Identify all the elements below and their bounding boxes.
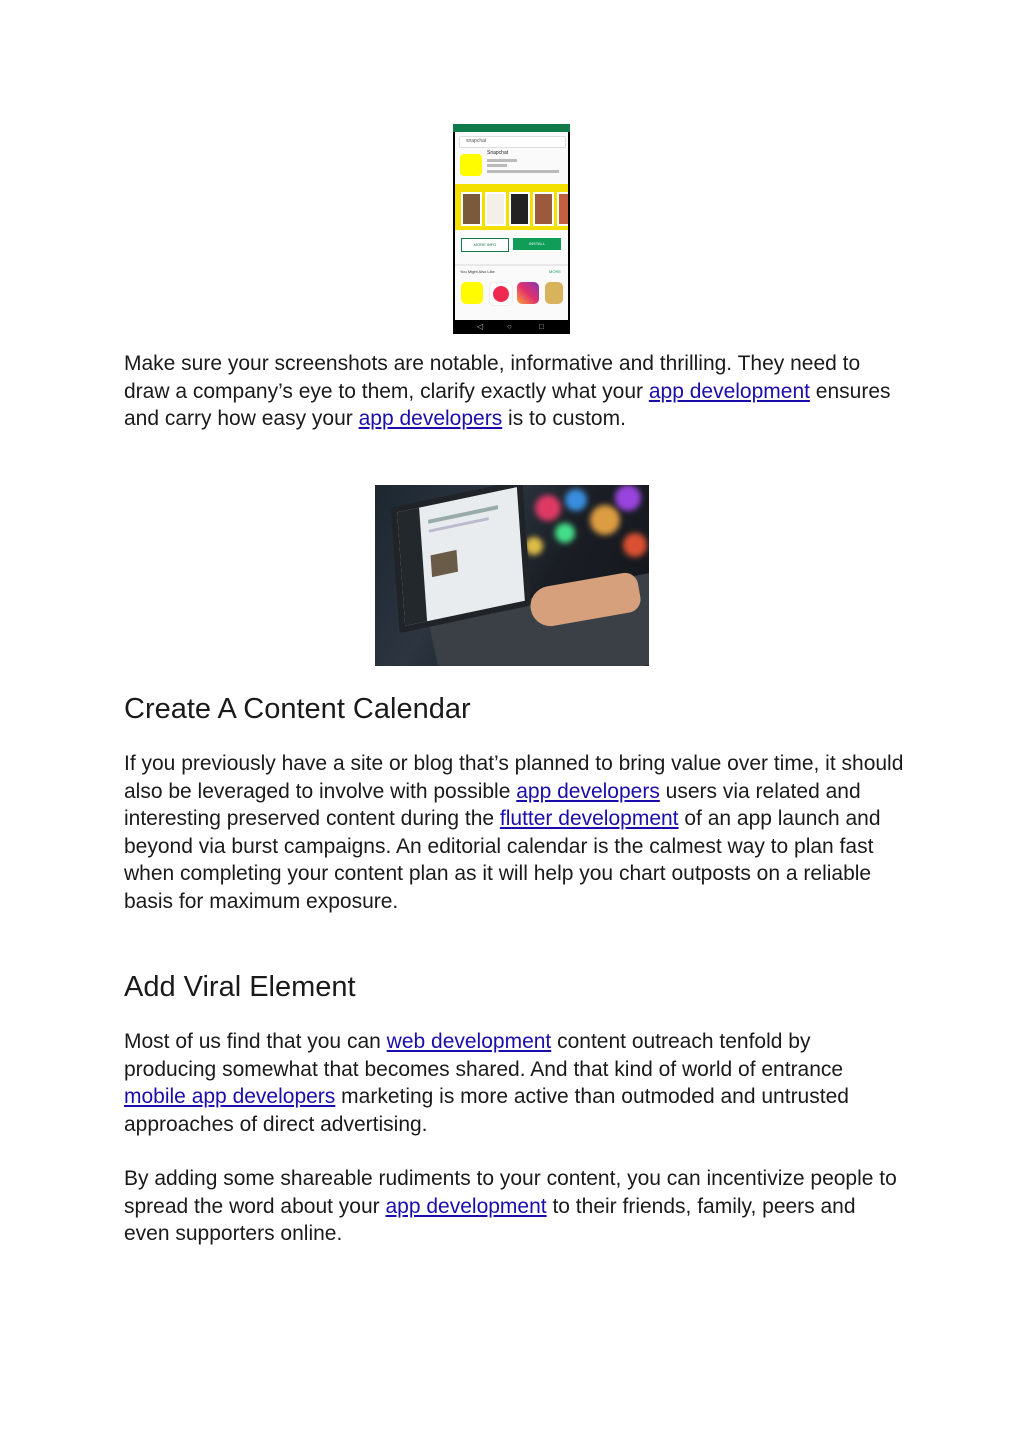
shareable-paragraph [124, 1165, 904, 1248]
content-calendar-heading: Create A Content Calendar [124, 693, 471, 725]
viral-element-heading: Add Viral Element [124, 971, 356, 1003]
viral-element-paragraph [124, 1028, 904, 1138]
section-divider [455, 264, 568, 266]
suggested-app-icon [545, 282, 563, 304]
play-store-screen [455, 132, 568, 320]
suggestion-header: You Might Also Like [460, 269, 495, 274]
app-development-link[interactable]: app development [648, 379, 810, 403]
text-span: users via related and interesting preserved content during the [124, 779, 861, 830]
phone-screenshot-image [453, 124, 570, 334]
app-meta-line [487, 170, 559, 173]
app-screenshot-thumb [557, 192, 568, 226]
text-span: of an app launch and beyond via burst campaigns. An editorial calendar is the calmest way to plan fast when completing your content plan as it will help you chart outposts on a reliable basis for maximum exposure. [124, 807, 881, 913]
laptop-photo [375, 485, 649, 666]
text-span: content outreach tenfold by producing somewhat that becomes shared. And that kind of world of entrance [124, 1030, 844, 1081]
install-button: INSTALL [513, 238, 561, 250]
app-row [459, 150, 564, 178]
home-icon: ○ [507, 322, 512, 331]
app-developers-link[interactable]: app developers [358, 407, 503, 430]
text-span: ensures and carry how easy your [124, 379, 891, 430]
app-development-link[interactable]: app development [385, 1194, 547, 1218]
back-icon: ◁ [477, 322, 484, 331]
bokeh-light [565, 489, 587, 511]
text-span: is to custom. [502, 407, 626, 430]
bokeh-light [590, 505, 620, 535]
snapchat-ghost-icon [460, 154, 482, 176]
intro-paragraph [124, 350, 904, 433]
app-name: Snapchat [487, 150, 509, 156]
text-span: to their friends, family, peers and even supporters online. [124, 1194, 856, 1245]
android-nav-bar [453, 320, 570, 334]
search-text: snapchat [466, 138, 487, 144]
app-screenshot-thumb [509, 192, 530, 226]
app-developers-link[interactable]: app developers [516, 779, 660, 803]
bokeh-light [623, 533, 647, 557]
content-calendar-paragraph [124, 750, 904, 915]
bitmoji-app-icon [461, 282, 483, 304]
flutter-development-link[interactable]: flutter development [499, 807, 679, 830]
bokeh-light [555, 523, 575, 543]
app-meta-line [487, 164, 507, 167]
app-meta-line [487, 159, 517, 162]
app-screenshot-thumb [461, 192, 482, 226]
search-bar [459, 136, 566, 148]
mobile-app-developers-link[interactable]: mobile app developers [124, 1085, 336, 1108]
musically-app-icon [489, 282, 513, 306]
instagram-app-icon [517, 282, 539, 304]
bokeh-light [535, 495, 561, 521]
suggestion-more: MORE [549, 269, 561, 274]
app-screenshot-thumb [533, 192, 554, 226]
text-span: Most of us find that you can [124, 1030, 387, 1053]
text-span: If you previously have a site or blog that’s planned to bring value over time, it should also be leveraged to involve with possible [124, 752, 904, 803]
status-bar [453, 124, 570, 132]
text-span: By adding some shareable rudiments to your content, you can incentivize people to spread the word about your [124, 1167, 897, 1218]
recents-icon: □ [539, 322, 544, 331]
bokeh-light [615, 485, 641, 511]
app-screenshot-thumb [485, 192, 506, 226]
bokeh-light [525, 537, 543, 555]
web-development-link[interactable]: web development [386, 1030, 552, 1053]
text-span: Make sure your screenshots are notable, informative and thrilling. They need to draw a company’s eye to them, clarify exactly what your [124, 352, 861, 403]
more-info-button: MORE INFO [461, 238, 509, 252]
text-span: marketing is more active than outmoded and untrusted approaches of direct advertising. [124, 1085, 849, 1136]
